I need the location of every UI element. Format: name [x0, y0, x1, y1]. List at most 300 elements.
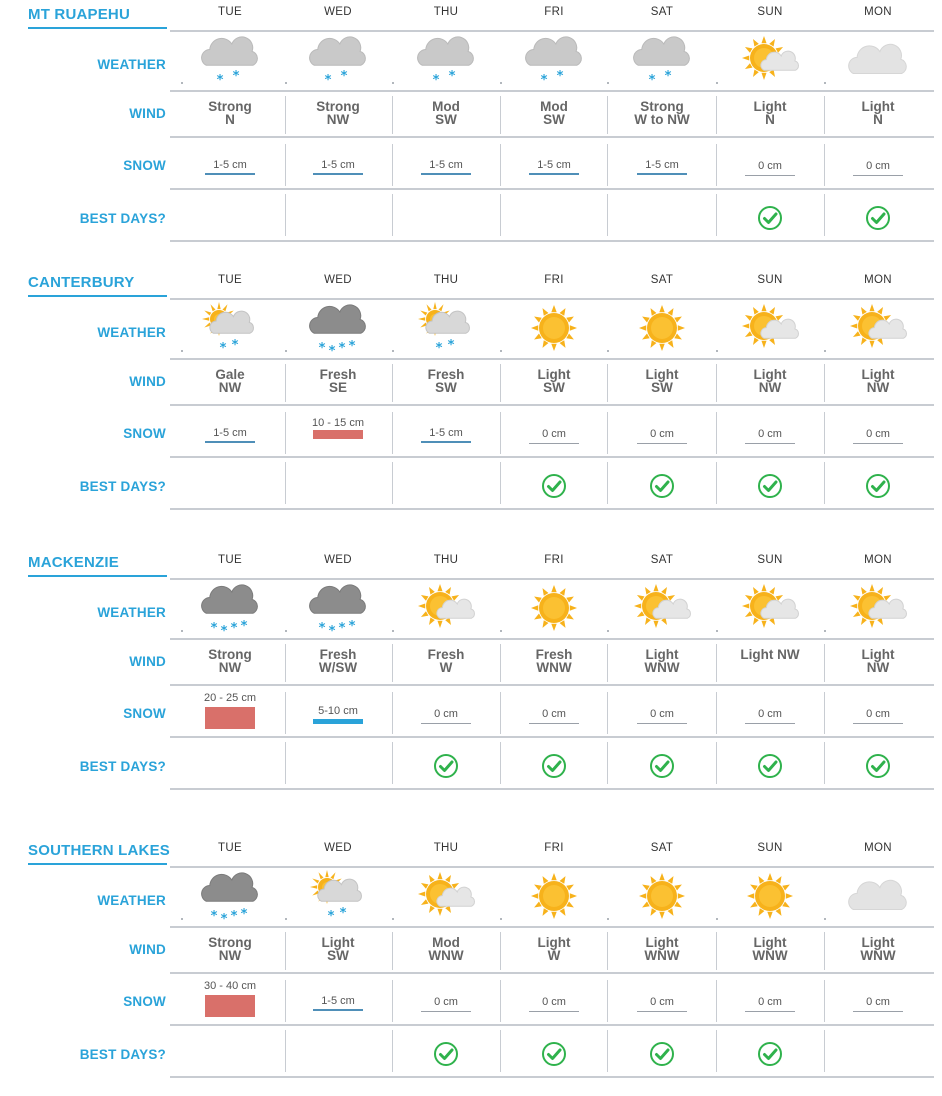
day-header: FRI — [544, 6, 564, 18]
day-header: MON — [864, 554, 892, 566]
day-header: FRI — [544, 842, 564, 854]
row-label-snow: SNOW — [123, 994, 166, 1009]
row-label-wind: WIND — [129, 374, 166, 389]
wind-direction: SW — [543, 112, 565, 127]
svg-text:*: * — [219, 341, 227, 356]
row-label-best: BEST DAYS? — [79, 1047, 166, 1062]
snow-underline — [853, 443, 903, 444]
cloud-snow-icon — [308, 34, 368, 90]
wind-direction: NW — [326, 112, 350, 127]
snow-amount: 0 cm — [542, 708, 566, 720]
grid-dot — [716, 350, 718, 352]
grid-line — [170, 456, 934, 458]
grid-dot — [392, 82, 394, 84]
wind-strength: Strong — [640, 99, 684, 114]
wind-cell — [824, 648, 932, 674]
snow-underline — [745, 1011, 795, 1012]
snow-underline — [853, 723, 903, 724]
cloud-snow-icon — [524, 34, 584, 90]
grid-dot — [392, 918, 394, 920]
snow-amount: 20 - 25 cm — [204, 692, 256, 704]
grid-dot — [181, 918, 183, 920]
cloud-snow-icon — [500, 34, 608, 90]
check-icon — [500, 473, 608, 499]
snow-amount: 30 - 40 cm — [204, 980, 256, 992]
dark-cloud-heavy-snow-icon — [284, 302, 392, 358]
snow-amount: 0 cm — [434, 996, 458, 1008]
check-icon — [392, 1041, 500, 1067]
grid-dot — [285, 630, 287, 632]
wind-strength: Fresh — [427, 367, 465, 382]
svg-text:*: * — [324, 73, 332, 88]
day-header: THU — [433, 274, 459, 286]
snow-cell — [284, 995, 392, 1011]
row-label-wind: WIND — [129, 654, 166, 669]
check-icon — [541, 753, 567, 779]
region-underline — [28, 863, 167, 865]
cloud-icon — [848, 34, 908, 90]
snow-underline — [313, 173, 363, 175]
wind-strength: Light — [861, 99, 895, 114]
sun-cloud-icon — [740, 34, 800, 90]
grid-dot — [285, 350, 287, 352]
day-header: SUN — [757, 554, 783, 566]
grid-dot — [392, 630, 394, 632]
day-header: WED — [324, 842, 352, 854]
svg-text:*: * — [230, 621, 238, 636]
svg-text:*: * — [318, 621, 326, 636]
wind-strength: Strong — [208, 647, 252, 662]
snow-amount: 1-5 cm — [213, 159, 247, 171]
grid-divider — [500, 194, 501, 236]
snow-amount: 0 cm — [758, 996, 782, 1008]
snow-amount: 0 cm — [866, 160, 890, 172]
wind-direction: W/SW — [318, 660, 358, 675]
wind-strength: Light — [861, 647, 895, 662]
sun-cloud-icon — [608, 582, 716, 638]
wind-strength: Strong — [208, 935, 252, 950]
wind-strength: Light — [753, 99, 787, 114]
wind-strength: Light — [537, 367, 571, 382]
grid-divider — [285, 1030, 286, 1072]
wind-strength: Fresh — [319, 647, 357, 662]
grid-dot — [824, 350, 826, 352]
grid-divider — [285, 462, 286, 504]
snow-cell — [392, 427, 500, 443]
region-underline — [28, 27, 167, 29]
snow-cell — [716, 428, 824, 444]
snow-amount: 5-10 cm — [318, 705, 358, 717]
check-icon — [865, 473, 891, 499]
grid-line — [170, 188, 934, 190]
svg-text:*: * — [240, 619, 248, 634]
day-header: FRI — [544, 554, 564, 566]
check-icon — [649, 1041, 675, 1067]
wind-strength: Mod — [432, 99, 460, 114]
dark-cloud-heavy-snow-icon — [308, 582, 368, 638]
sun-cloud-snow-icon — [416, 302, 476, 358]
snow-bar-heavy — [205, 995, 255, 1017]
wind-direction: NW — [218, 380, 242, 395]
day-header: SUN — [757, 274, 783, 286]
dark-cloud-heavy-snow-icon — [200, 582, 260, 638]
grid-dot — [500, 630, 502, 632]
snow-underline — [637, 173, 687, 175]
row-label-weather: WEATHER — [97, 325, 166, 340]
grid-dot — [392, 350, 394, 352]
wind-cell — [716, 368, 824, 394]
check-icon — [608, 473, 716, 499]
check-icon — [541, 473, 567, 499]
day-header: TUE — [218, 274, 242, 286]
svg-text:*: * — [240, 907, 248, 922]
wind-direction: NW — [758, 380, 782, 395]
svg-text:*: * — [216, 73, 224, 88]
snow-cell — [500, 996, 608, 1012]
wind-direction: W — [547, 948, 561, 963]
sun-cloud-snow-icon — [392, 302, 500, 358]
check-icon — [392, 753, 500, 779]
wind-strength: Light — [537, 935, 571, 950]
grid-line — [170, 508, 934, 510]
wind-direction: SW — [435, 112, 457, 127]
wind-direction: NW — [218, 948, 242, 963]
wind-direction: WNW — [428, 948, 464, 963]
snow-underline — [637, 723, 687, 724]
cloud-icon — [824, 34, 932, 90]
day-header: MON — [864, 274, 892, 286]
snow-underline — [637, 443, 687, 444]
day-header: SUN — [757, 842, 783, 854]
check-icon — [716, 473, 824, 499]
grid-dot — [607, 350, 609, 352]
wind-strength: Fresh — [535, 647, 573, 662]
snow-cell — [608, 159, 716, 175]
day-header: THU — [433, 6, 459, 18]
snow-amount: 0 cm — [758, 708, 782, 720]
day-header: SUN — [757, 6, 783, 18]
dark-cloud-heavy-snow-icon — [176, 870, 284, 926]
snow-underline — [421, 1011, 471, 1012]
wind-direction: N — [765, 112, 775, 127]
region-underline — [28, 295, 167, 297]
grid-line — [170, 684, 934, 686]
sun-cloud-snow-icon — [284, 870, 392, 926]
grid-divider — [392, 462, 393, 504]
wind-direction: NW — [218, 660, 242, 675]
svg-text:*: * — [556, 69, 564, 84]
snow-amount: 0 cm — [650, 428, 674, 440]
svg-text:*: * — [318, 341, 326, 356]
wind-strength: Light — [861, 367, 895, 382]
snow-cell — [500, 159, 608, 175]
wind-direction: N — [225, 112, 235, 127]
grid-dot — [285, 82, 287, 84]
day-header: SAT — [650, 274, 674, 286]
grid-line — [170, 736, 934, 738]
svg-text:*: * — [220, 912, 228, 926]
snow-amount: 0 cm — [650, 708, 674, 720]
wind-direction: W to NW — [634, 112, 690, 127]
sun-cloud-snow-icon — [176, 302, 284, 358]
day-header: WED — [324, 6, 352, 18]
snow-bar-heavy — [205, 707, 255, 729]
row-label-best: BEST DAYS? — [79, 479, 166, 494]
cloud-snow-icon — [284, 34, 392, 90]
day-header: TUE — [218, 6, 242, 18]
snow-underline — [853, 175, 903, 176]
snow-cell — [716, 708, 824, 724]
day-header: THU — [433, 554, 459, 566]
snow-amount: 1-5 cm — [429, 427, 463, 439]
wind-direction: SE — [328, 380, 347, 395]
svg-text:*: * — [348, 619, 356, 634]
svg-text:*: * — [448, 69, 456, 84]
snow-cell — [176, 692, 284, 729]
wind-strength: Fresh — [319, 367, 357, 382]
wind-strength: Light — [645, 647, 679, 662]
grid-dot — [607, 82, 609, 84]
grid-line — [170, 926, 934, 928]
wind-cell — [176, 368, 284, 394]
grid-dot — [824, 630, 826, 632]
grid-line — [170, 240, 934, 242]
wind-cell — [176, 936, 284, 962]
wind-direction: SW — [435, 380, 457, 395]
sun-icon — [524, 870, 584, 926]
row-label-snow: SNOW — [123, 426, 166, 441]
wind-cell — [608, 368, 716, 394]
grid-line — [170, 578, 934, 580]
check-icon — [649, 473, 675, 499]
day-header: FRI — [544, 274, 564, 286]
row-label-snow: SNOW — [123, 706, 166, 721]
wind-direction: WNW — [644, 660, 680, 675]
snow-amount: 1-5 cm — [429, 159, 463, 171]
wind-strength: Gale — [215, 367, 245, 382]
wind-direction: NW — [866, 660, 890, 675]
check-icon — [824, 473, 932, 499]
snow-cell — [608, 996, 716, 1012]
wind-strength: Light — [321, 935, 355, 950]
snow-underline — [313, 1009, 363, 1011]
check-icon — [433, 1041, 459, 1067]
grid-dot — [500, 82, 502, 84]
wind-direction: WNW — [644, 948, 680, 963]
sun-cloud-snow-icon — [308, 870, 368, 926]
snow-amount: 1-5 cm — [645, 159, 679, 171]
snow-cell — [500, 428, 608, 444]
check-icon — [757, 473, 783, 499]
snow-underline — [205, 173, 255, 175]
row-label-best: BEST DAYS? — [79, 759, 166, 774]
sun-cloud-icon — [740, 582, 800, 638]
dark-cloud-heavy-snow-icon — [176, 582, 284, 638]
grid-dot — [824, 918, 826, 920]
grid-line — [170, 1024, 934, 1026]
cloud-icon — [824, 870, 932, 926]
sun-icon — [524, 582, 584, 638]
cloud-icon — [848, 870, 908, 926]
grid-dot — [824, 82, 826, 84]
cloud-snow-icon — [176, 34, 284, 90]
snow-underline — [853, 1011, 903, 1012]
wind-strength: Strong — [316, 99, 360, 114]
check-icon — [824, 753, 932, 779]
wind-cell — [392, 648, 500, 674]
wind-cell — [500, 100, 608, 126]
snow-amount: 0 cm — [542, 428, 566, 440]
snow-cell — [392, 159, 500, 175]
wind-cell — [176, 648, 284, 674]
snow-underline — [637, 1011, 687, 1012]
snow-cell — [608, 708, 716, 724]
snow-amount: 0 cm — [866, 428, 890, 440]
wind-direction: W — [439, 660, 453, 675]
check-icon — [865, 753, 891, 779]
snow-cell — [824, 996, 932, 1012]
wind-direction: N — [873, 112, 883, 127]
wind-strength: Light — [645, 935, 679, 950]
snow-bar-moderate — [313, 430, 363, 439]
grid-dot — [716, 918, 718, 920]
sun-icon — [524, 302, 584, 358]
check-icon — [716, 205, 824, 231]
snow-cell — [176, 159, 284, 175]
wind-cell — [608, 100, 716, 126]
grid-line — [170, 638, 934, 640]
svg-text:*: * — [210, 621, 218, 636]
snow-cell — [824, 160, 932, 176]
snow-underline — [421, 441, 471, 443]
snow-amount: 1-5 cm — [537, 159, 571, 171]
sun-icon — [608, 870, 716, 926]
region-name: SOUTHERN LAKES — [28, 842, 170, 859]
sun-cloud-icon — [716, 302, 824, 358]
grid-divider — [392, 194, 393, 236]
grid-divider — [607, 194, 608, 236]
grid-line — [170, 866, 934, 868]
sun-icon — [632, 302, 692, 358]
row-label-snow: SNOW — [123, 158, 166, 173]
svg-text:*: * — [220, 624, 228, 638]
grid-line — [170, 358, 934, 360]
sun-icon — [716, 870, 824, 926]
wind-cell — [716, 100, 824, 126]
grid-dot — [716, 630, 718, 632]
cloud-snow-icon — [200, 34, 260, 90]
svg-text:*: * — [210, 909, 218, 924]
snow-cell — [392, 996, 500, 1012]
day-header: MON — [864, 842, 892, 854]
snow-cell — [608, 428, 716, 444]
wind-cell — [392, 100, 500, 126]
snow-amount: 0 cm — [866, 708, 890, 720]
snow-cell — [716, 996, 824, 1012]
sun-icon — [608, 302, 716, 358]
sun-cloud-icon — [848, 582, 908, 638]
snow-underline — [529, 173, 579, 175]
sun-cloud-icon — [716, 582, 824, 638]
check-icon — [649, 753, 675, 779]
grid-dot — [181, 350, 183, 352]
svg-text:*: * — [664, 69, 672, 84]
check-icon — [608, 753, 716, 779]
row-label-weather: WEATHER — [97, 893, 166, 908]
sun-icon — [500, 870, 608, 926]
svg-text:*: * — [231, 338, 239, 353]
snow-underline — [529, 723, 579, 724]
wind-direction: NW — [866, 380, 890, 395]
snow-amount: 0 cm — [758, 428, 782, 440]
wind-cell — [392, 368, 500, 394]
wind-cell — [716, 936, 824, 962]
wind-strength: Mod — [432, 935, 460, 950]
snow-cell — [284, 705, 392, 724]
snow-cell — [176, 427, 284, 443]
wind-direction: SW — [327, 948, 349, 963]
sun-cloud-icon — [716, 34, 824, 90]
snow-bar-light — [313, 719, 363, 724]
wind-cell — [176, 100, 284, 126]
row-label-best: BEST DAYS? — [79, 211, 166, 226]
sun-cloud-icon — [824, 582, 932, 638]
wind-strength: Light — [861, 935, 895, 950]
sun-cloud-icon — [848, 302, 908, 358]
wind-direction: WNW — [752, 948, 788, 963]
sun-cloud-icon — [392, 582, 500, 638]
wind-strength: Strong — [208, 99, 252, 114]
region-name: MT RUAPEHU — [28, 6, 130, 23]
svg-text:*: * — [338, 341, 346, 356]
dark-cloud-heavy-snow-icon — [200, 870, 260, 926]
svg-text:*: * — [435, 341, 443, 356]
sun-cloud-icon — [740, 302, 800, 358]
check-icon — [608, 1041, 716, 1067]
sun-cloud-snow-icon — [200, 302, 260, 358]
check-icon — [500, 753, 608, 779]
wind-direction: SW — [651, 380, 673, 395]
wind-cell — [824, 100, 932, 126]
snow-cell — [824, 708, 932, 724]
row-label-wind: WIND — [129, 106, 166, 121]
grid-divider — [824, 1030, 825, 1072]
snow-cell — [824, 428, 932, 444]
grid-dot — [716, 82, 718, 84]
sun-icon — [500, 302, 608, 358]
svg-text:*: * — [339, 906, 347, 921]
snow-amount: 0 cm — [650, 996, 674, 1008]
sun-icon — [740, 870, 800, 926]
grid-dot — [181, 82, 183, 84]
day-header: THU — [433, 842, 459, 854]
row-label-weather: WEATHER — [97, 57, 166, 72]
wind-strength: Fresh — [427, 647, 465, 662]
day-header: SAT — [650, 6, 674, 18]
check-icon — [757, 753, 783, 779]
snow-amount: 0 cm — [434, 708, 458, 720]
svg-text:*: * — [328, 624, 336, 638]
grid-dot — [285, 918, 287, 920]
wind-strength: Light — [753, 367, 787, 382]
grid-line — [170, 972, 934, 974]
grid-divider — [285, 194, 286, 236]
wind-strength: Mod — [540, 99, 568, 114]
svg-text:*: * — [340, 69, 348, 84]
snow-underline — [421, 173, 471, 175]
grid-line — [170, 136, 934, 138]
grid-dot — [500, 918, 502, 920]
